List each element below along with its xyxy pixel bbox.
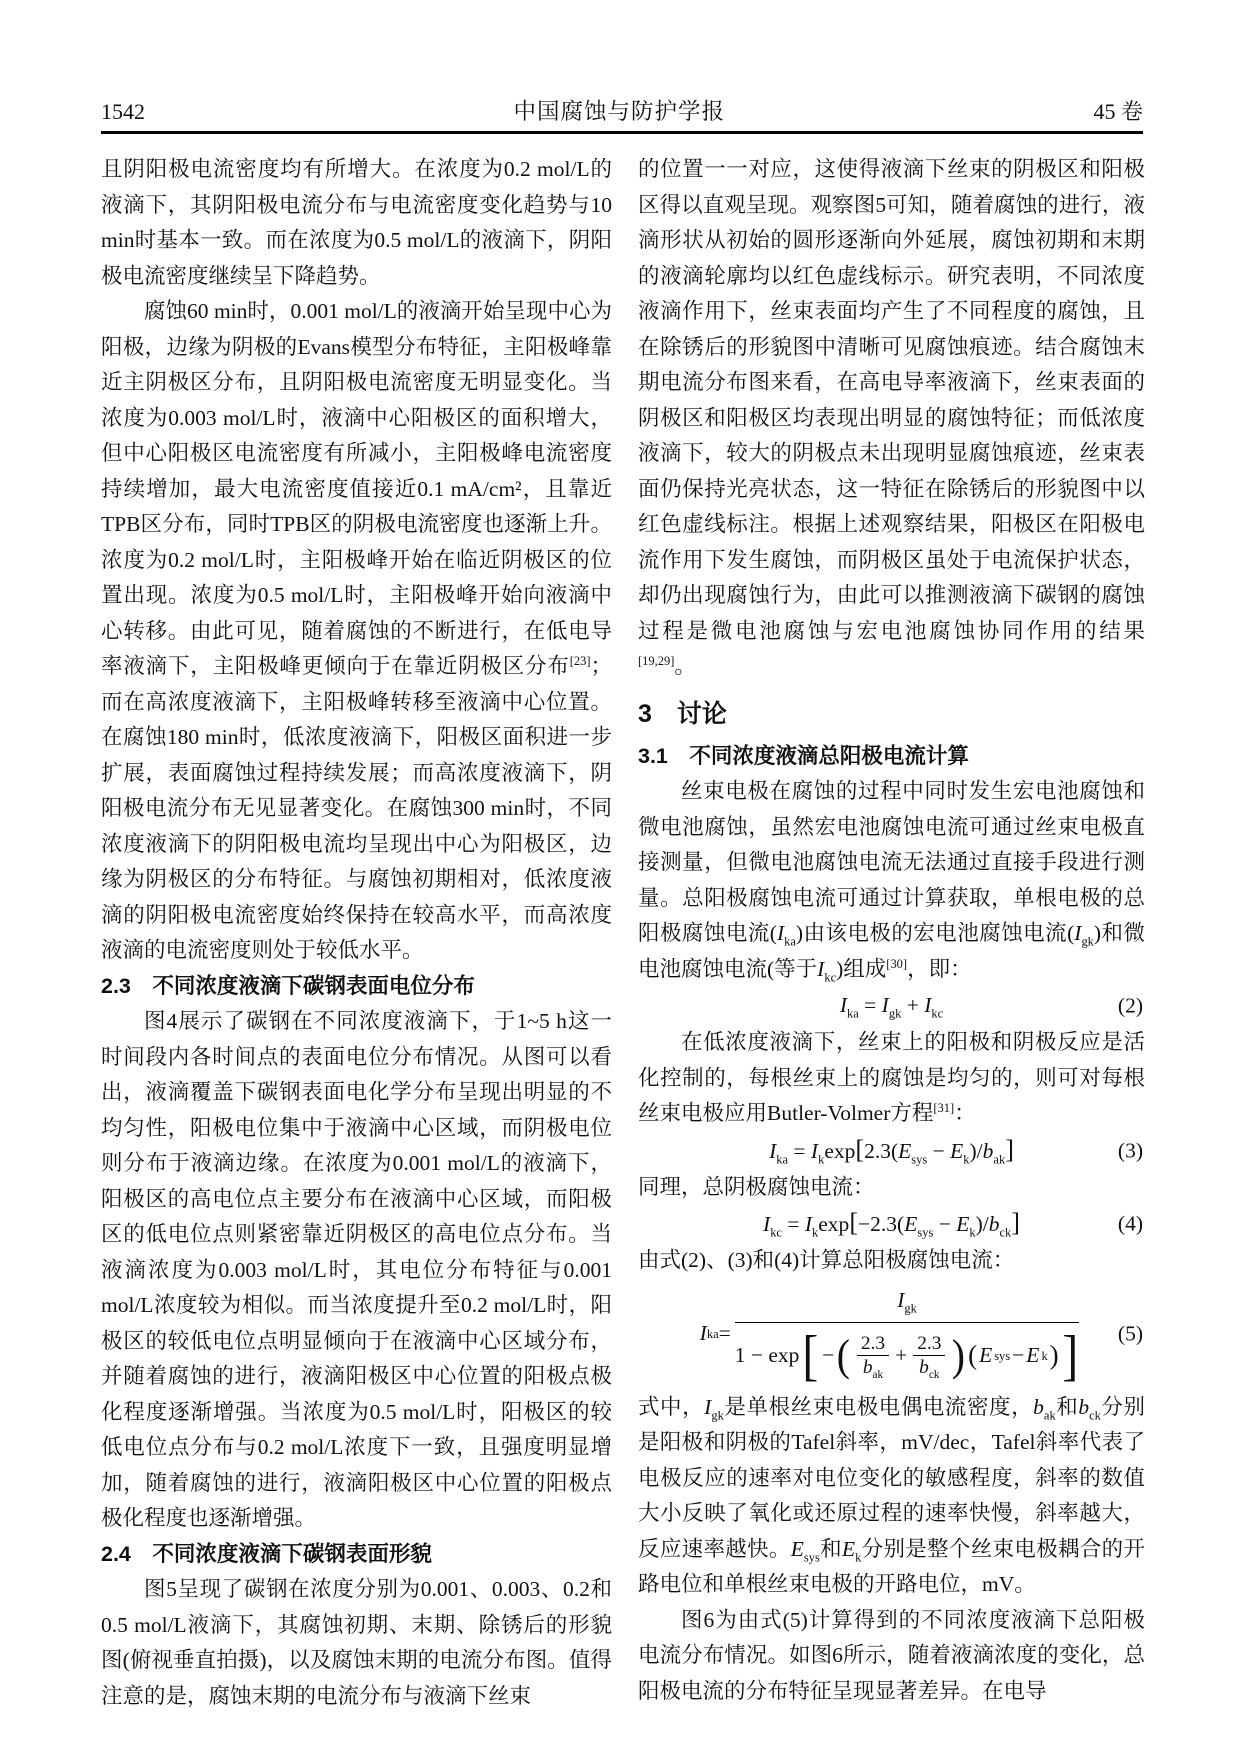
math-operator: − bbox=[822, 1343, 835, 1367]
paragraph-text: ，即： bbox=[907, 956, 972, 981]
paragraph: 图4展示了碳钢在不同浓度液滴下，于1~5 h这一时间段内各时间点的表面电位分布情况。从图可以看出，液滴覆盖下碳钢表面电化学分布呈现出明显的不均匀性，阳极电位集中于液滴中心区域，而阴极电位则分布于液滴边缘。在浓度为0.001 mol/L的液滴下，阳极区的高电位点主要分布在液滴中心区域，而阳极区的低电位点则紧密靠近阴极区的高电位点分布。当液滴浓度为0.003 mol/L时，其电位分布特征与0.001 mol/L浓度较为相似。而当浓度提升至0.2 mol/L时，阳极区的较低电位点明显倾向于在液滴中心区域分布，并随着腐蚀的进行，液滴阳极区中心位置的阳极点极化程度逐渐增强。当浓度为0.5 mol/L时，阳极区的较低电位点分布与0.2 mol/L浓度下一致，且强度明显增加，随着腐蚀的进行，液滴阳极区中心位置的阳极点极化程度也逐渐增强。 bbox=[101, 1009, 612, 1530]
equation-number: (2) bbox=[1117, 993, 1143, 1018]
math-bracket: [ bbox=[849, 1208, 859, 1238]
math-var: b bbox=[919, 1357, 929, 1379]
paragraph bbox=[638, 1025, 1145, 1132]
math-subscript: k bbox=[855, 1549, 862, 1564]
section-heading-2-3: 2.3 不同浓度液滴下碳钢表面电位分布 bbox=[101, 973, 475, 998]
math-operator: − bbox=[933, 1212, 957, 1237]
math-subscript: ka bbox=[776, 1152, 789, 1167]
equation-4 bbox=[638, 1205, 1145, 1243]
fraction-denominator: 1 − exp [ − ( 2.3 $b_{ak}$ + 2.3 $b_{ck}$ ) ( E sys − E k ) ] bbox=[735, 1322, 1080, 1384]
math-subscript: k bbox=[812, 1225, 819, 1240]
paragraph-text: 式中， bbox=[638, 1394, 705, 1419]
reference-superscript: [19,29] bbox=[638, 653, 675, 668]
math-subscript: kc bbox=[824, 969, 837, 984]
math-big-paren: ) bbox=[952, 1330, 966, 1380]
fraction-denominator bbox=[857, 1355, 889, 1382]
math-subscript: kc bbox=[931, 1006, 944, 1021]
math-var: E bbox=[979, 1343, 993, 1367]
math-text: 1 − exp bbox=[734, 1343, 800, 1367]
equation-body: I ka = $I_{gk}$ 1 − exp [ − ( 2.3 $b_{ak}$ + 2.3 $b_{ck}$ ) ( E sys − E k ) ] bbox=[700, 1283, 1084, 1384]
volume-label: 45 卷 bbox=[1093, 99, 1143, 124]
paragraph-text: 的位置一一对应，这使得液滴下丝束的阴极区和阳极区得以直观呈现。观察图5可知，随着腐蚀的进行，液滴形状从初始的圆形逐渐向外延展，腐蚀初期和末期的液滴轮廓均以红色虚线标示。研究表明，不同浓度液滴作用下，丝束表面均产生了不同程度的腐蚀，且在除锈后的形貌图中清晰可见腐蚀痕迹。结合腐蚀末期电流分布图来看，在高电导率液滴下，丝束表面的阴极区和阳极区均表现出明显的腐蚀特征；而低浓度液滴下，较大的阴极点未出现明显腐蚀痕迹，丝束表面仍保持光亮状态，这一特征在除锈后的形貌图中以红色虚线标注。根据上述观察结果，阳极区在阳极电流作用下发生腐蚀，而阴极区虽处于电流保护状态，却仍出现腐蚀行为，由此可以推测液滴下碳钢的腐蚀过程是微电池腐蚀与宏电池腐蚀协同作用的结果 bbox=[638, 157, 1145, 643]
equation-2 bbox=[638, 987, 1145, 1025]
equation-number: (4) bbox=[1117, 1211, 1143, 1236]
page-header bbox=[101, 94, 1143, 126]
math-subscript: ck bbox=[999, 1225, 1012, 1240]
paragraph bbox=[101, 294, 612, 969]
paragraph-text: )和微电池腐蚀电流(等于 bbox=[638, 921, 1145, 981]
section-heading-3: 3 讨论 bbox=[638, 699, 727, 728]
section-heading-3-1: 3.1 不同浓度液滴总阳极电流计算 bbox=[638, 743, 969, 768]
math-var: b bbox=[982, 1138, 994, 1163]
math-var: I bbox=[699, 1320, 707, 1345]
math-var: E bbox=[956, 1212, 970, 1237]
paragraph-text: 分别是阳极和阴极的Tafel斜率，mV/dec，Tafel斜率代表了电极反应的速率对电位变化的敏感程度，斜率的数值大小反映了氧化或还原过程的速率快慢，斜率越大，反应速率越快。 bbox=[638, 1394, 1145, 1561]
math-subscript: gk bbox=[888, 1006, 902, 1021]
equation-3 bbox=[638, 1132, 1145, 1170]
math-subscript: k bbox=[818, 1152, 825, 1167]
paragraph: 图6为由式(5)计算得到的不同浓度液滴下总阳极电流分布情况。如图6所示，随着液滴浓度的变化，总阳极电流的分布特征呈现显著差异。在电导 bbox=[638, 1607, 1145, 1703]
reference-superscript: [30] bbox=[886, 956, 908, 971]
math-var: I bbox=[1074, 921, 1082, 945]
equation-number: (3) bbox=[1117, 1137, 1143, 1162]
math-subscript: sys bbox=[803, 1549, 820, 1564]
equation-5 bbox=[638, 1282, 1145, 1386]
math-paren: ) bbox=[1049, 1340, 1059, 1371]
math-operator: = bbox=[718, 1320, 731, 1345]
math-operator: + bbox=[901, 993, 925, 1018]
math-var: I bbox=[769, 1138, 777, 1163]
math-subscript: ck bbox=[1089, 1407, 1101, 1422]
paragraph-text: 分别是整个丝束电极耦合的开路电位和单根丝束电极的开路电位，mV。 bbox=[638, 1536, 1145, 1596]
math-operator: = bbox=[781, 1212, 805, 1237]
paragraph bbox=[638, 774, 1145, 987]
math-coefficient: 2.3( bbox=[864, 1138, 899, 1163]
math-bracket: [ bbox=[855, 1134, 865, 1164]
math-var: E bbox=[898, 1138, 912, 1163]
math-var: I bbox=[776, 921, 785, 945]
header-rule bbox=[101, 131, 1143, 134]
equation-body bbox=[769, 1132, 1014, 1170]
paragraph-text: )由该电极的宏电池腐蚀电流( bbox=[795, 921, 1075, 945]
math-operator: )/ bbox=[969, 1138, 983, 1163]
paragraph-text: 丝束电极在腐蚀的过程中同时发生宏电池腐蚀和微电池腐蚀，虽然宏电池腐蚀电流可通过丝束电极直接测量，但微电池腐蚀电流无法通过直接手段进行测量。总阳极腐蚀电流可通过计算获取，单根电极的总阳极腐蚀电流( bbox=[638, 779, 1145, 945]
equation-body bbox=[763, 1205, 1020, 1243]
math-var: I bbox=[839, 993, 847, 1018]
math-var: I bbox=[897, 1288, 905, 1313]
math-function: exp bbox=[818, 1212, 850, 1237]
math-subscript: kc bbox=[770, 1225, 782, 1240]
math-subscript: ak bbox=[993, 1152, 1006, 1167]
paragraph-text: 。 bbox=[674, 654, 696, 678]
math-var: b bbox=[862, 1357, 873, 1379]
paragraph-text: 和 bbox=[1055, 1394, 1079, 1419]
paragraph bbox=[638, 152, 1145, 685]
math-subscript: sys bbox=[917, 1225, 934, 1240]
math-subscript: gk bbox=[711, 1407, 724, 1422]
paragraph-text: ；而在高浓度液滴下，主阳极峰转移至液滴中心位置。在腐蚀180 min时，低浓度液滴下，阳极区面积进一步扩展，表面腐蚀过程持续发展；而高浓度液滴下，阴阳极电流分布无见显著变化。在腐蚀300 min时，不同浓度液滴下的阴阳极电流均呈现出中心为阳极区，边缘为阴极区的分布特征。与腐蚀初期相对，低浓度液滴的阴阳极电流密度始终保持在较高水平，而高浓度液滴的电流密度则处于较低水平。 bbox=[101, 654, 612, 962]
math-var: b bbox=[1078, 1394, 1090, 1419]
equation-body bbox=[840, 988, 943, 1024]
reference-superscript: [23] bbox=[569, 653, 591, 668]
reference-superscript: [31] bbox=[933, 1100, 955, 1115]
fraction-numerator bbox=[897, 1283, 917, 1322]
math-subscript: ka bbox=[847, 1006, 859, 1021]
math-big-bracket: [ bbox=[802, 1324, 819, 1387]
paragraph-text: ： bbox=[954, 1101, 976, 1125]
paragraph: 由式(2)、(3)和(4)计算总阳极腐蚀电流： bbox=[638, 1248, 1015, 1272]
math-subscript: gk bbox=[904, 1301, 917, 1316]
math-bracket: ] bbox=[1005, 1134, 1014, 1164]
paragraph-text: 在低浓度液滴下，丝束上的阳极和阴极反应是活化控制的，每根丝束上的腐蚀是均匀的，则可对每根丝束电极应用Butler-Volmer方程 bbox=[638, 1030, 1145, 1125]
math-subscript: k bbox=[969, 1225, 976, 1240]
math-subscript: ck bbox=[928, 1369, 940, 1382]
paragraph: 图5呈现了碳钢在浓度分别为0.001、0.003、0.2和0.5 mol/L液滴下，其腐蚀初期、末期、除锈后的形貌图(俯视垂直拍摄)，以及腐蚀末期的电流分布图。值得注意的是，腐蚀末期的电流分布与液滴下丝束 bbox=[101, 1577, 612, 1708]
paragraph: 同理，总阴极腐蚀电流： bbox=[638, 1174, 875, 1199]
math-operator: − bbox=[927, 1138, 951, 1163]
paragraph-text: 腐蚀60 min时，0.001 mol/L的液滴开始呈现中心为阳极，边缘为阴极的Evans模型分布特征，主阳极峰靠近主阴极区分布，且阴阳极电流密度无明显变化。当浓度为0.003 mol/L时，液滴中心阳极区的面积增大，但中心阳极区电流密度有所减小，主阳极峰电流密度持续增加，最大电流密度值接近0.1 mA/cm²，且靠近TPB区分布，同时TPB区的阴极电流密度也逐渐上升。浓度为0.2 mol/L时，主阳极峰开始在临近阴极区的位置出现。浓度为0.5 mol/L时，主阳极峰开始向液滴中心转移。由此可见，随着腐蚀的不断进行，在低电导率液滴下，主阳极峰更倾向于在靠近阴极区分布 bbox=[101, 299, 612, 678]
math-bracket: ] bbox=[1011, 1208, 1020, 1238]
section-heading-2-4: 2.4 不同浓度液滴下碳钢表面形貌 bbox=[101, 1541, 432, 1566]
math-subscript: k bbox=[963, 1152, 970, 1167]
math-var: I bbox=[817, 956, 825, 981]
fraction bbox=[855, 1332, 891, 1382]
page-number: 1542 bbox=[101, 99, 145, 124]
math-subscript: gk bbox=[1081, 934, 1094, 949]
math-subscript: ak bbox=[872, 1369, 884, 1382]
fraction bbox=[911, 1332, 947, 1382]
math-operator: + bbox=[895, 1343, 908, 1367]
paragraph-text: )组成 bbox=[836, 956, 887, 981]
math-var: I bbox=[810, 1138, 819, 1163]
journal-title: 中国腐蚀与防护学报 bbox=[513, 99, 725, 124]
math-var: b bbox=[1033, 1394, 1044, 1419]
math-var: E bbox=[790, 1536, 804, 1561]
math-var: E bbox=[904, 1212, 918, 1237]
two-column-body bbox=[101, 152, 1145, 1714]
math-subscript: sys bbox=[911, 1152, 928, 1167]
paragraph-text: 是单根丝束电极电偶电流密度， bbox=[723, 1394, 1034, 1419]
math-big-paren: ( bbox=[836, 1330, 851, 1380]
math-var: I bbox=[704, 1394, 712, 1419]
left-column bbox=[101, 152, 612, 1714]
paragraph bbox=[638, 1390, 1145, 1603]
math-operator: = bbox=[858, 993, 882, 1018]
paragraph: 且阴阳极电流密度均有所增大。在浓度为0.2 mol/L的液滴下，其阴阳极电流分布与电流密度变化趋势与10 min时基本一致。而在浓度为0.5 mol/L的液滴下，阴阳极电流密度继续呈下降趋势。 bbox=[101, 157, 612, 288]
right-column bbox=[638, 152, 1145, 1714]
fraction-numerator: 2.3 bbox=[917, 1332, 942, 1354]
math-var: I bbox=[924, 993, 932, 1018]
math-var: b bbox=[988, 1212, 1000, 1237]
paragraph-text: 和 bbox=[819, 1536, 842, 1561]
math-subscript: ak bbox=[1043, 1407, 1056, 1422]
fraction-numerator: 2.3 bbox=[860, 1332, 886, 1354]
math-big-bracket: ] bbox=[1062, 1324, 1078, 1387]
math-var: E bbox=[841, 1536, 856, 1561]
math-var: E bbox=[1026, 1343, 1040, 1367]
math-paren: ( bbox=[968, 1340, 978, 1371]
math-var: E bbox=[950, 1138, 964, 1163]
math-var: I bbox=[804, 1212, 813, 1237]
math-coefficient: −2.3( bbox=[858, 1212, 905, 1237]
math-var: I bbox=[881, 993, 889, 1018]
fraction bbox=[734, 1283, 1080, 1387]
math-operator: = bbox=[788, 1138, 811, 1163]
math-operator: )/ bbox=[975, 1212, 989, 1237]
math-operator: − bbox=[1012, 1343, 1025, 1367]
fraction-denominator bbox=[913, 1355, 945, 1382]
math-subscript: ka bbox=[784, 934, 796, 949]
math-function: exp bbox=[824, 1138, 856, 1163]
math-var: I bbox=[763, 1212, 771, 1237]
equation-number: (5) bbox=[1117, 1320, 1143, 1345]
